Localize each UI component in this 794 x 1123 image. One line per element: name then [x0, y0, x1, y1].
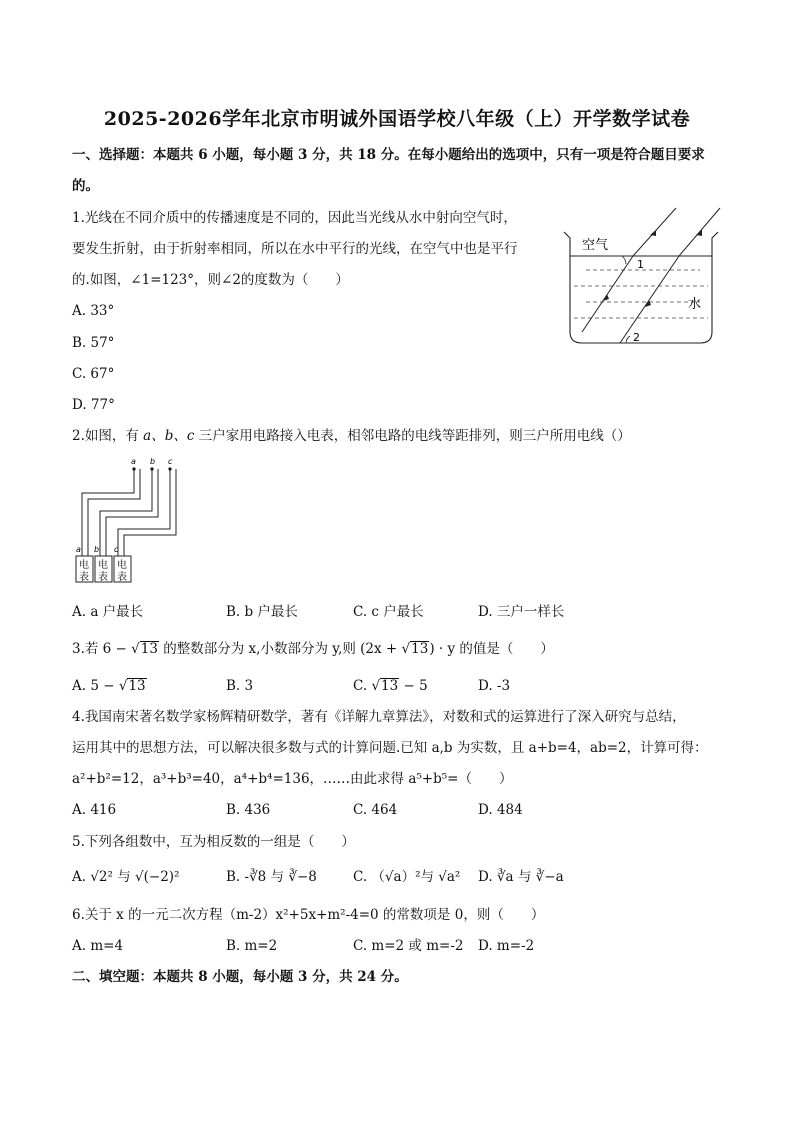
- q3-option-b: B. 3: [226, 678, 254, 694]
- q3-option-a: A. 5 − √13: [72, 678, 146, 694]
- q1-line2: 要发生折射，由于折射率相同，所以在水中平行的光线，在空气中也是平行: [72, 241, 518, 257]
- q4-line3: a²+b²=12，a³+b³=40，a⁴+b⁴=136，……由此求得 a⁵+b⁵=（ ）: [72, 771, 513, 787]
- q1-line1: 1.光线在不同介质中的传播速度是不同的，因此当光线从水中射向空气时，: [72, 210, 517, 226]
- q4-line1: 4.我国南宋著名数学家杨辉精研数学，著有《详解九章算法》，对数和式的运算进行了深入研究与总结，: [72, 709, 686, 725]
- wire-c: [118, 469, 170, 556]
- svg-text:电: 电: [98, 560, 108, 571]
- meter-label-a: a: [76, 545, 81, 554]
- q4-option-a: A. 416: [72, 802, 117, 818]
- q3-stem: 3.若 6 − √13 的整数部分为 x,小数部分为 y,则 (2x + √13) · y 的值是（ ）: [72, 641, 554, 657]
- angle-1-label: 1: [637, 258, 644, 271]
- q5-option-d: D. ∛a 与 ∛−a: [478, 869, 564, 885]
- wire-b: [100, 469, 152, 556]
- water-label: 水: [688, 297, 702, 312]
- q1-option-c: C. 67°: [72, 366, 115, 382]
- terminal-label-c: c: [168, 457, 173, 466]
- svg-text:表: 表: [98, 572, 108, 583]
- wire-a: [82, 469, 134, 556]
- q6-option-a: A. m=4: [72, 938, 124, 954]
- q2-option-c: C. c 户最长: [353, 604, 424, 620]
- meter-label-c: c: [114, 545, 119, 554]
- q6-option-b: B. m=2: [226, 938, 278, 954]
- meter-label-b: b: [94, 545, 100, 554]
- q1-option-a: A. 33°: [72, 303, 115, 319]
- svg-text:表: 表: [117, 572, 127, 583]
- q2-option-b: B. b 户最长: [226, 604, 298, 620]
- q3-option-d: D. -3: [478, 678, 511, 694]
- q5-stem: 5.下列各组数中，互为相反数的一组是（ ）: [72, 834, 355, 850]
- q5-option-c: C. （√a）²与 √a²: [353, 869, 461, 885]
- q3-option-c: C. √13 − 5: [353, 678, 428, 694]
- angle-2-label: 2: [633, 331, 640, 344]
- q5-option-a: A. √2² 与 √(−2)²: [72, 869, 180, 885]
- light-ray-2-air: [679, 208, 720, 256]
- section1-heading-cont: 的。: [72, 178, 99, 194]
- q2-option-a: A. a 户最长: [72, 604, 144, 620]
- air-label: 空气: [582, 238, 609, 253]
- q2-option-d: D. 三户一样长: [478, 604, 565, 620]
- q1-option-d: D. 77°: [72, 397, 115, 413]
- wires: [82, 469, 176, 556]
- section2-heading: 二、填空题：本题共 8 小题，每小题 3 分，共 24 分。: [72, 969, 408, 985]
- q1-refraction-figure: [560, 200, 732, 350]
- q6-stem: 6.关于 x 的一元二次方程（m-2）x²+5x+m²-4=0 的常数项是 0，则（ ）: [72, 907, 545, 923]
- q1-line3: 的.如图，∠1=123°，则∠2的度数为（ ）: [72, 272, 349, 288]
- q2-stem: 2.如图，有 a、b、c 三户家用电路接入电表，相邻电路的电线等距排列，则三户所用电线（）: [72, 428, 631, 444]
- light-ray-2-water: [620, 256, 679, 343]
- light-ray-1-water: [582, 256, 633, 332]
- page-title: 2025-2026学年北京市明诚外国语学校八年级（上）开学数学试卷: [103, 108, 691, 130]
- terminal-label-b: b: [150, 457, 156, 466]
- q5-option-b: B. -∛8 与 ∛−8: [226, 869, 317, 885]
- q4-option-d: D. 484: [478, 802, 523, 818]
- svg-text:电: 电: [117, 560, 127, 571]
- q4-option-c: C. 464: [353, 802, 398, 818]
- angle-1-arc: [622, 256, 626, 264]
- section1-heading: 一、选择题：本题共 6 小题，每小题 3 分，共 18 分。在每小题给出的选项中，只有一项是符合题目要求: [72, 147, 705, 163]
- q2-circuit-figure: [70, 452, 190, 587]
- q6-option-d: D. m=-2: [478, 938, 535, 954]
- q4-option-b: B. 436: [226, 802, 271, 818]
- terminal-label-a: a: [131, 457, 136, 466]
- q1-option-b: B. 57°: [72, 335, 115, 351]
- q4-line2: 运用其中的思想方法，可以解决很多数与式的计算问题.已知 a,b 为实数，且 a+b=4，ab=2，计算可得：: [72, 740, 708, 756]
- svg-text:表: 表: [79, 572, 89, 583]
- svg-text:电: 电: [79, 560, 89, 571]
- q6-option-c: C. m=2 或 m=-2: [353, 938, 464, 954]
- angle-2-arc: [626, 336, 630, 343]
